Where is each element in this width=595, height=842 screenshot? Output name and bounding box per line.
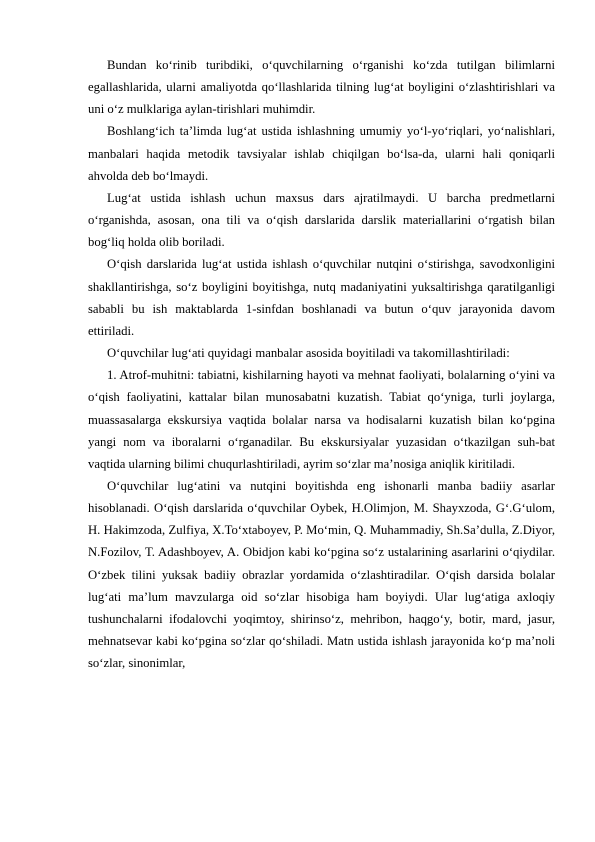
- paragraph-5: O‘quvchilar lug‘ati quyidagi manbalar asosida boyitiladi va takomillashtiriladi:: [107, 346, 510, 361]
- paragraph-1: Bundan ko‘rinib turibdiki, o‘quvchilarning o‘rganishi ko‘zda tutilgan bilimlarni egallashlarida, ularni amaliyotda qo‘llashlarida tilning lug‘at boyligini o‘zlashtirishlari va uni o‘z mulklariga aylan-tirishlari muhimdir.: [88, 58, 555, 117]
- paragraph-4: O‘qish darslarida lug‘at ustida ishlash o‘quvchilar nutqini o‘stirishga, savodxonligini shakllantirishga, so‘z boyligini boyitishga, nutq madaniyatini yuksaltirishga qaratilganligi sababli bu ish maktablarda 1-sinfdan boshlanadi va butun o‘quv jarayonida davom ettiriladi.: [88, 257, 555, 338]
- paragraph-2: Boshlang‘ich ta’limda lug‘at ustida ishlashning umumiy yo‘l-yo‘riqlari, yo‘nalishlari, manbalari haqida metodik tavsiyalar ishlab chiqilgan bo‘lsa-da, ularni hali qoniqarli ahvolda deb bo‘lmaydi.: [88, 124, 555, 183]
- paragraph-6: 1. Atrof-muhitni: tabiatni, kishilarning hayoti va mehnat faoliyati, bolalarning o‘yini va o‘qish faoliyatini, kattalar bilan munosabatni kuzatish. Tabiat qo‘yniga, turli joylarga, muassasalarga ekskursiya vaqtida bolalar narsa va hodisalarni kuzatish bilan ko‘pgina yangi nom va iboralarni o‘rganadilar. Bu ekskursiyalar yuzasidan o‘tkazilgan suh-bat vaqtida ularning bilimi chuqurlashtiriladi, ayrim so‘zlar ma’nosiga aniqlik kiritiladi.: [88, 368, 555, 471]
- paragraph-7: O‘quvchilar lug‘atini va nutqini boyitishda eng ishonarli manba badiiy asarlar hisoblanadi. O‘qish darslarida o‘quvchilar Oybek, H.Olimjon, M. Shayxzoda, G‘.G‘ulom, H. Hakimzoda, Zulfiya, X.To‘xtaboyev, P. Mo‘min, Q. Muhammadiy, Sh.Sa’dulla, Z.Diyor, N.Fozilov, T. Adashboyev, A. Obidjon kabi ko‘pgina so‘z ustalarining asarlarini o‘qiydilar. O‘zbek tilini yuksak badiiy obrazlar yordamida o‘zlashtiradilar. O‘qish darsida bolalar lug‘ati ma’lum mavzularga oid so‘zlar hisobiga ham boyiydi. Ular lug‘atiga axloqiy tushunchalarni ifodalovchi yoqimtoy, shirinso‘z, mehribon, haqgo‘y, botir, mard, jasur, mehnatsevar kabi ko‘pgina so‘zlar qo‘shiladi. Matn ustida ishlash jarayonida ko‘p ma’noli so‘zlar, sinonimlar,: [88, 478, 555, 671]
- paragraph-3: Lug‘at ustida ishlash uchun maxsus dars ajratilmaydi. U barcha predmetlarni o‘rganishda, asosan, ona tili va o‘qish darslarida darslik materiallarini o‘rgatish bilan bog‘liq holda olib boriladi.: [88, 190, 555, 250]
- document-body: [88, 54, 555, 674]
